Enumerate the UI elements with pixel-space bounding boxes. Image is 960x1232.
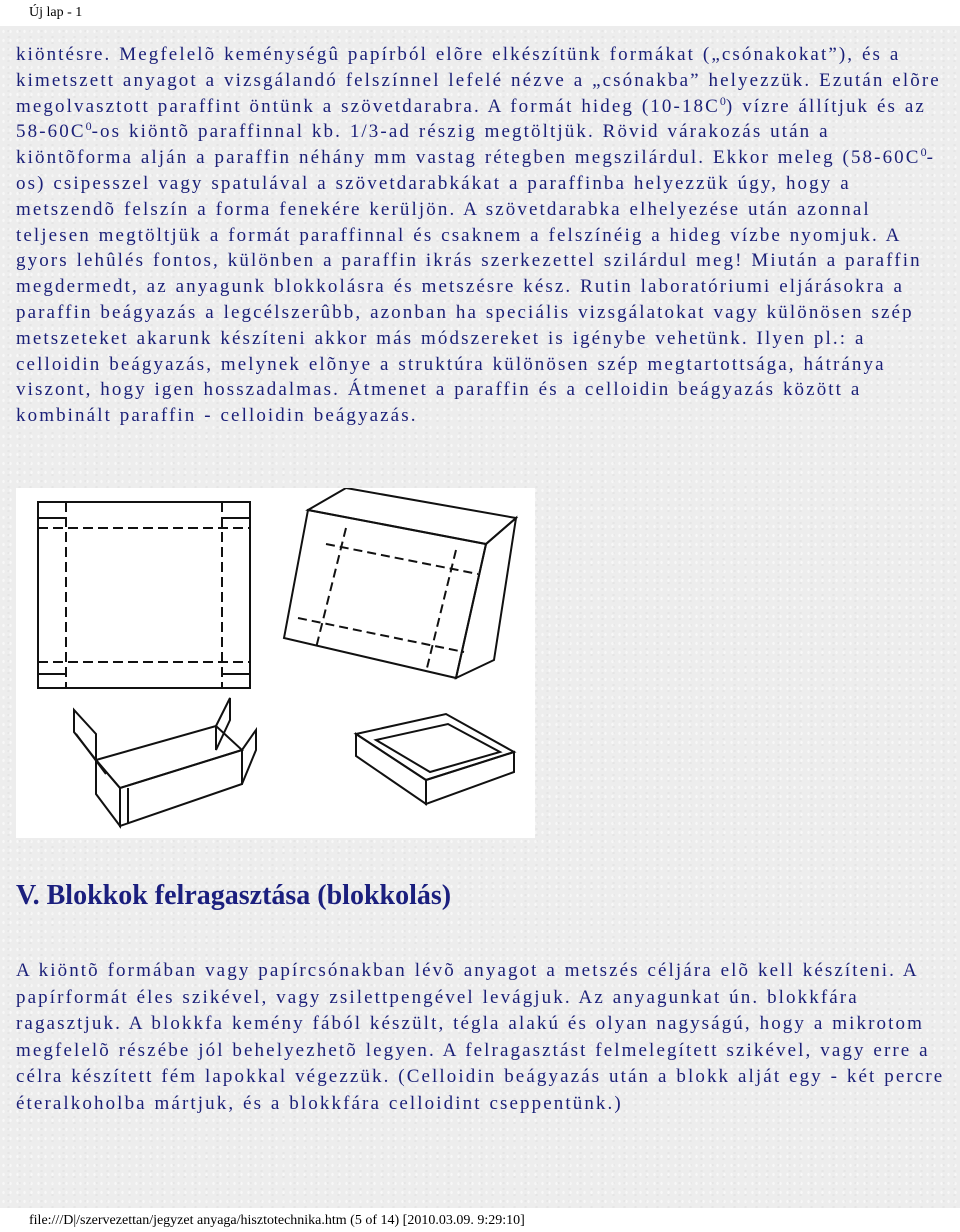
paragraph-embedding <box>16 42 946 429</box>
file-path: file:///D|/szervezettan/jegyzet anyaga/hisztotechnika.htm (5 of 14) [2010.03.09. 9:29:10] <box>29 1213 525 1228</box>
folded-trough-drawing <box>284 488 516 678</box>
box-with-flaps-drawing <box>74 698 256 826</box>
browser-header <box>0 0 960 26</box>
paragraph-blocking: A kiöntõ formában vagy papírcsónakban lévõ anyagot a metszés céljára elõ kell készíteni. A papírformát éles szikével, vagy zsilettpengével levágjuk. Az anyagunkat ún. blokkfára ragasztjuk. A blokkfa kemény fából készült, tégla alakú és olyan nagyságú, hogy a mikrotom megfelelõ részébe jól behelyezhetõ legyen. A felragasztást felmelegített szikével, vagy erre a célra készített fém lapokkal végezzük. (Celloidin beágyazás után a blokk alját egy - két percre éteralkoholba mártjuk, és a blokkfára celloidint cseppentünk.) <box>16 960 945 1114</box>
text-run: -os) csipesszel vagy spatulával a szövetdarabkákat a paraffinba helyezzük úgy, hogy a metszendõ felszín a forma fenekére kerüljön. A szövetdarabka elhelyezése után azonnal teljesen megtöltjük a formát paraffinnal és csaknem a felszínéig a hideg vízbe nyomjuk. A gyors lehûlés fontos, különben a paraffin ikrás szerkezettel szilárdul meg! Miután a paraffin megdermedt, az anyagunk blokkolásra és metszésre kész. Rutin laboratóriumi eljárásokra a paraffin beágyazás a legcélszerûbb, azonban ha speciális vizsgálatokat vagy különösen szép metszeteket akarunk készíteni akkor más módszereket is igénybe vehetünk. Ilyen pl.: a celloidin beágyazás, melynek elõnye a struktúra különösen szép megtartottsága, hátránya viszont, hogy igen hosszadalmas. Átmenet a paraffin és a celloidin beágyazás között a kombinált paraffin - celloidin beágyazás. <box>16 147 935 427</box>
print-footer <box>0 1208 960 1232</box>
flat-pattern-drawing <box>38 502 250 688</box>
finished-tray-drawing <box>356 714 514 804</box>
superscript: 0 <box>85 119 92 134</box>
text-run: ) vízre állítjuk és az 58-60C <box>16 95 926 143</box>
text-run: -os kiöntõ paraffinnal kb. 1/3-ad részig megtöltjük. Rövid várakozás után a kiöntõforma alján a paraffin néhány mm vastag rétegben megszilárdul. Ekkor meleg (58-60C <box>16 121 921 169</box>
superscript: 0 <box>719 93 726 108</box>
section-heading: V. Blokkok felragasztása (blokkolás) <box>16 880 452 911</box>
text-run: kiöntésre. Megfelelõ keménységû papírból elõre elkészítünk formákat („csónakokat”), és a kimetszett anyagot a vizsgálandó felszínnel lefelé nézve a „csónakba” helyezzük. Ezután elõre megolvasztott paraffint öntünk a szövetdarabra. A formát hideg (10-18C <box>16 44 941 117</box>
paper-boat-diagram <box>16 488 535 838</box>
superscript: 0 <box>920 145 927 160</box>
page-title: Új lap - 1 <box>29 5 83 20</box>
